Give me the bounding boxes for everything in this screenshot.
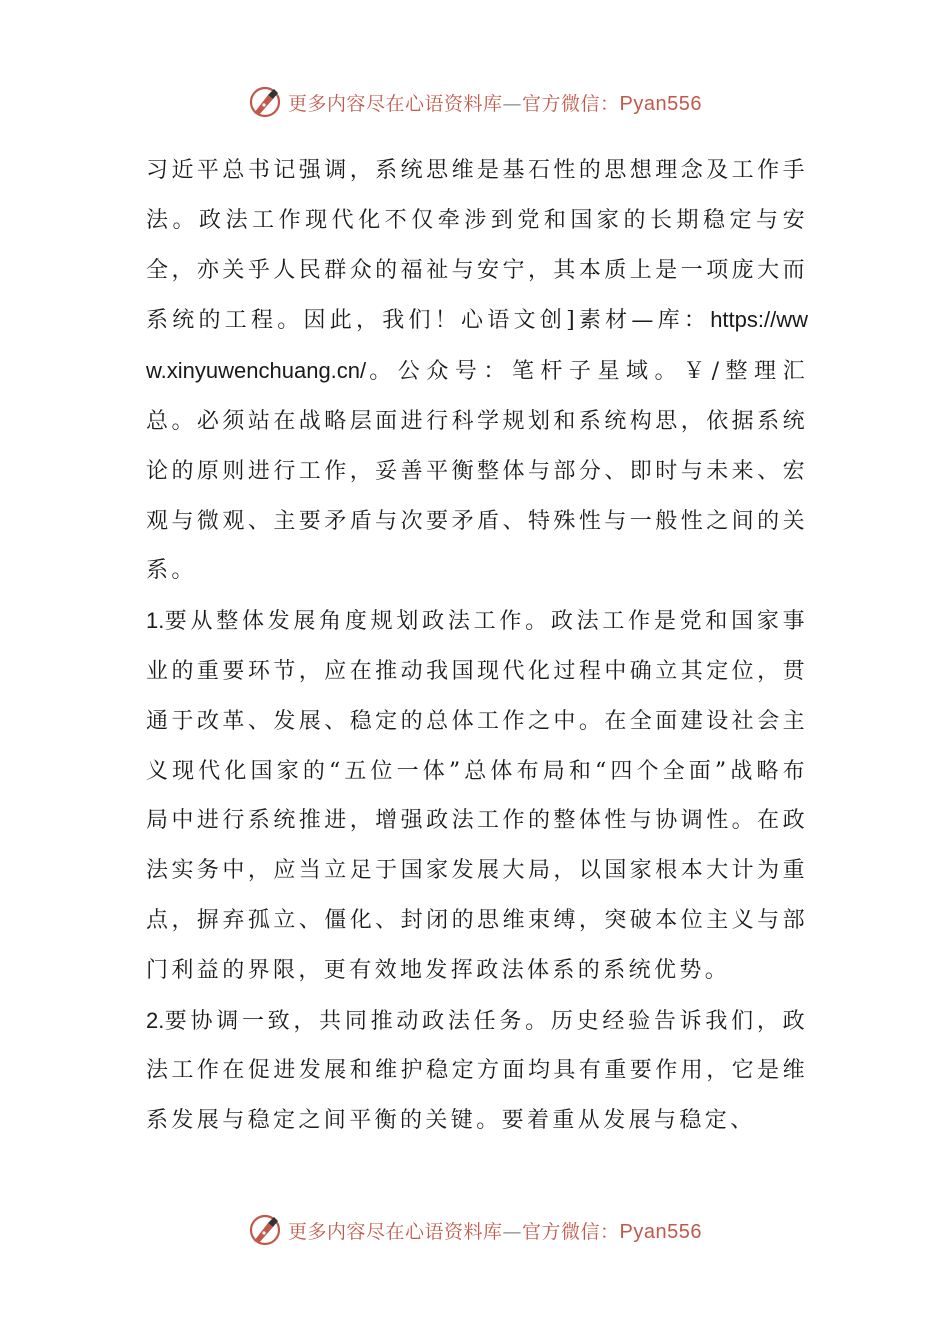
header-banner-text: 更多内容尽在心语资料库—官方微信：Pyan556 (288, 92, 702, 115)
paragraph-point-2: 2.要协调一致，共同推动政法任务。历史经验告诉我们，政法工作在促进发展和维护稳定方面均具有重要作用，它是维系发展与稳定之间平衡的关键。要着重从发展与稳定、 (146, 1007, 808, 1134)
document-body (146, 146, 808, 1146)
footer-banner-text: 更多内容尽在心语资料库—官方微信：Pyan556 (288, 1220, 702, 1243)
fountain-pen-logo-icon (248, 1213, 282, 1247)
website-link[interactable]: https://www.xinyuwenchuang.cn/ (146, 307, 808, 384)
paragraph-point-1: 1.要从整体发展角度规划政法工作。政法工作是党和国家事业的重要环节，应在推动我国现代化过程中确立其定位，贯通于改革、发展、稳定的总体工作之中。在全面建设社会主义现代化国家的“五位一体”总体布局和“四个全面”战略布局中进行系统推进，增强政法工作的整体性与协调性。在政法实务中，应当立足于国家发展大局，以国家根本大计为重点，摒弃孤立、僵化、封闭的思维束缚，突破本位主义与部门利益的界限，更有效地发挥政法体系的系统优势。 (146, 608, 808, 983)
footer-banner (0, 1210, 950, 1250)
fountain-pen-logo-icon (248, 85, 282, 119)
paragraph-intro: 习近平总书记强调，系统思维是基石性的思想理念及工作手法。政法工作现代化不仅牵涉到党和国家的长期稳定与安全，亦关乎人民群众的福祉与安宁，其本质上是一项庞大而系统的工程。因此，我们！心语文创]素材—库：https://www.xinyuwenchuang.cn/。公众号：笔杆子星域。￥/整理汇总。必须站在战略层面进行科学规划和系统构思，依据系统论的原则进行工作，妥善平衡整体与部分、即时与未来、宏观与微观、主要矛盾与次要矛盾、特殊性与一般性之间的关系。 (146, 158, 808, 584)
header-banner (0, 82, 950, 122)
